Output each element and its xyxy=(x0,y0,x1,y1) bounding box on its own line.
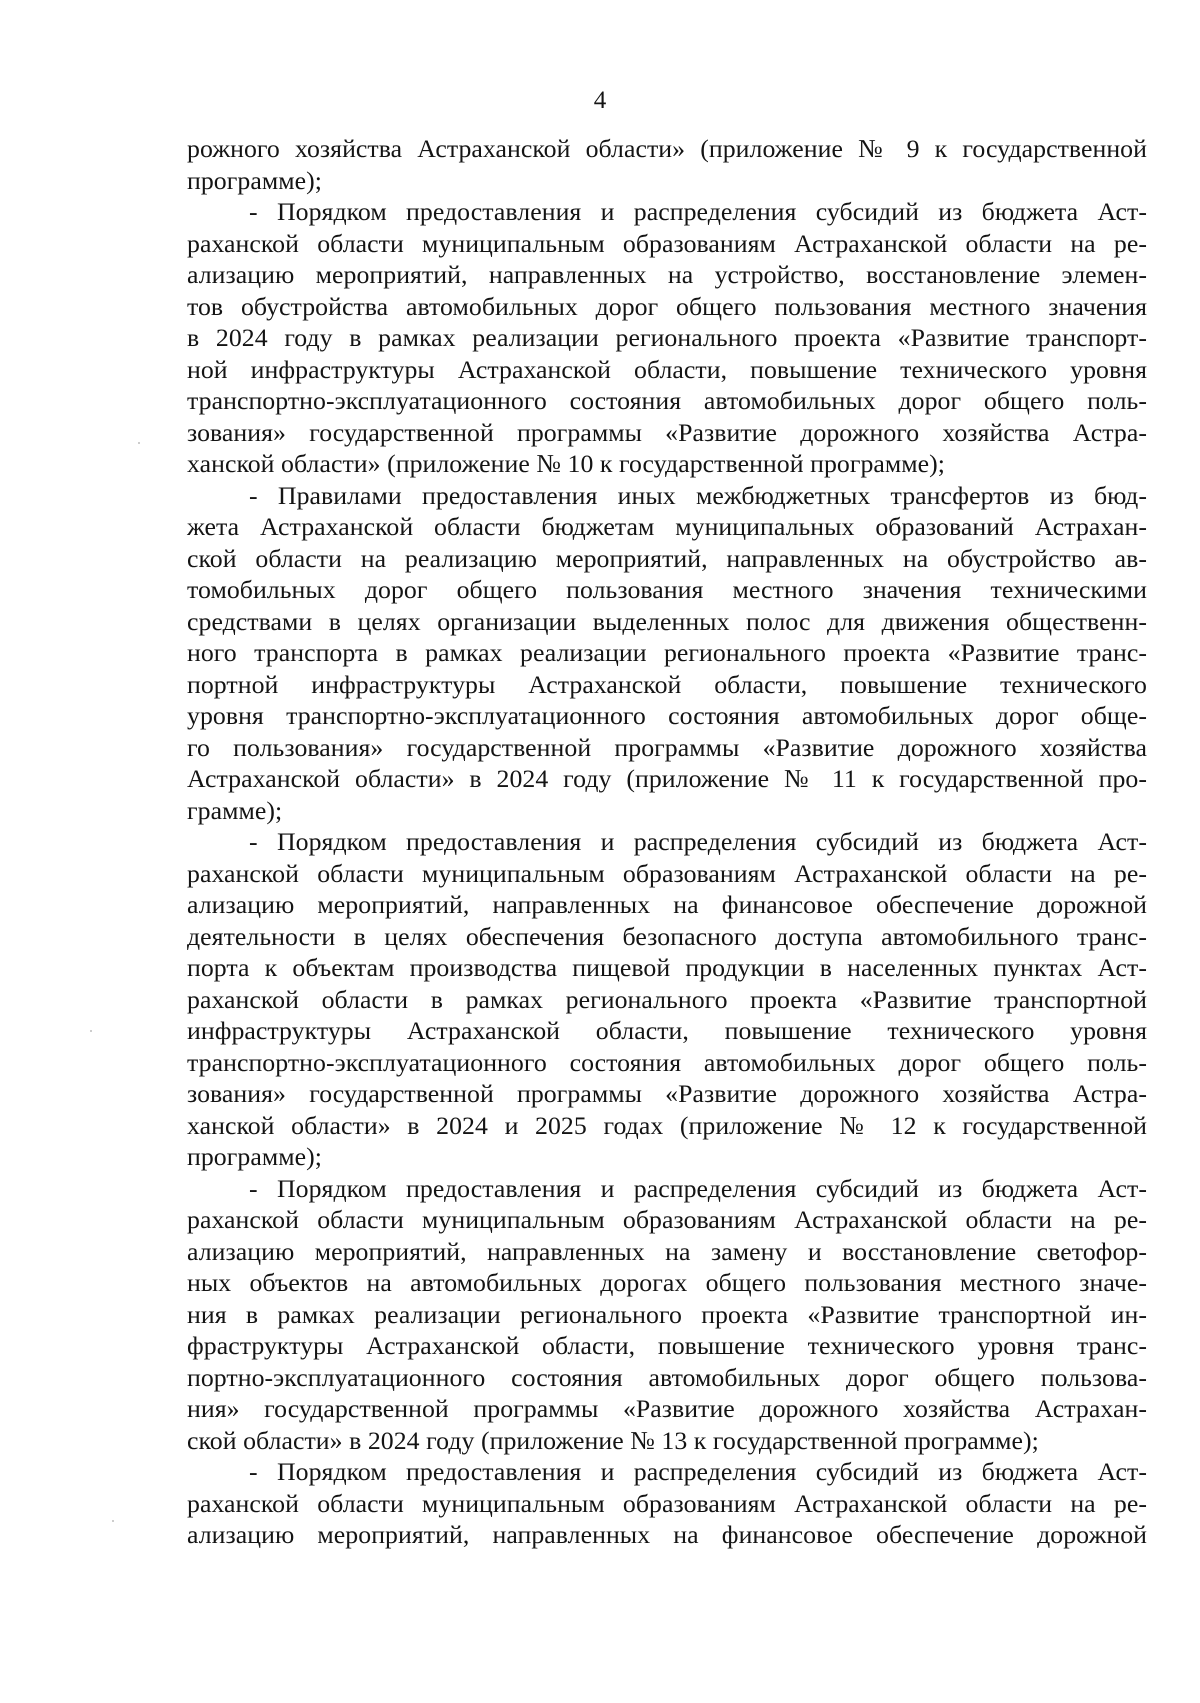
paragraph-item xyxy=(187,196,1147,480)
text-line: в 2024 году в рамках реализации регионального проекта «Развитие транспорт- xyxy=(187,323,1147,352)
text-line: ализацию мероприятий, направленных на устройство, восстановление элемен- xyxy=(187,260,1147,289)
text-line: транспортно-эксплуатационного состояния автомобильных дорог общего поль- xyxy=(187,386,1147,415)
text-line: ния в рамках реализации регионального проекта «Развитие транспортной ин- xyxy=(187,1299,1147,1329)
text-line: раханской области муниципальным образованиям Астраханской области на ре- xyxy=(187,1205,1147,1234)
text-line: - Правилами предоставления иных межбюджетных трансфертов из бюд- xyxy=(249,480,1147,510)
text-line: ализацию мероприятий, направленных на финансовое обеспечение дорожной xyxy=(187,890,1147,919)
text-line: ской области» в 2024 году (приложение № 13 к государственной программе); xyxy=(187,1425,1039,1455)
text-line: ханской области» в 2024 и 2025 годах (приложение № 12 к государственной xyxy=(187,1110,1147,1140)
paragraph-item xyxy=(187,1456,1147,1551)
text-line: - Порядком предоставления и распределения субсидий из бюджета Аст- xyxy=(249,1457,1147,1486)
scan-speck xyxy=(90,1030,92,1032)
text-line: - Порядком предоставления и распределения субсидий из бюджета Аст- xyxy=(249,1173,1147,1203)
text-line: ализацию мероприятий, направленных на финансовое обеспечение дорожной xyxy=(187,1520,1147,1549)
text-line: раханской области муниципальным образованиям Астраханской области на ре- xyxy=(187,228,1147,258)
scan-speck xyxy=(112,1520,114,1522)
text-line: средствами в целях организации выделенных полос для движения общественн- xyxy=(187,606,1147,636)
text-line: го пользования» государственной программы «Развитие дорожного хозяйства xyxy=(187,732,1147,762)
text-line: рожного хозяйства Астраханской области» (приложение № 9 к государственной xyxy=(187,134,1147,163)
text-line: раханской области муниципальным образованиям Астраханской области на ре- xyxy=(187,858,1147,888)
text-line: ской области на реализацию мероприятий, направленных на обустройство ав- xyxy=(187,543,1147,573)
text-line: томобильных дорог общего пользования местного значения техническими xyxy=(187,575,1147,604)
paragraph-item xyxy=(187,1173,1147,1457)
paragraph-continuation xyxy=(187,133,1147,196)
text-line: фраструктуры Астраханской области, повышение технического уровня транс- xyxy=(187,1331,1147,1360)
text-line: ной инфраструктуры Астраханской области, повышение технического уровня xyxy=(187,354,1147,384)
text-line: порта к объектам производства пищевой продукции в населенных пунктах Аст- xyxy=(187,953,1147,982)
text-line: деятельности в целях обеспечения безопасного доступа автомобильного транс- xyxy=(187,921,1147,951)
text-line: грамме); xyxy=(187,795,283,825)
text-line: портной инфраструктуры Астраханской области, повышение технического xyxy=(187,669,1147,699)
text-line: ных объектов на автомобильных дорогах общего пользования местного значе- xyxy=(187,1268,1147,1297)
text-line: раханской области муниципальным образованиям Астраханской области на ре- xyxy=(187,1488,1147,1518)
text-line: программе); xyxy=(187,165,322,195)
paragraph-item xyxy=(187,826,1147,1173)
page-number: 4 xyxy=(593,87,607,114)
text-line: инфраструктуры Астраханской области, повышение технического уровня xyxy=(187,1016,1147,1045)
text-line: транспортно-эксплуатационного состояния автомобильных дорог общего поль- xyxy=(187,1047,1147,1077)
text-line: тов обустройства автомобильных дорог общего пользования местного значения xyxy=(187,291,1147,321)
text-line: ния» государственной программы «Развитие дорожного хозяйства Астрахан- xyxy=(187,1394,1147,1423)
text-line: зования» государственной программы «Развитие дорожного хозяйства Астра- xyxy=(187,1079,1147,1108)
text-line: жета Астраханской области бюджетам муниципальных образований Астрахан- xyxy=(187,512,1147,541)
scan-speck xyxy=(138,442,140,444)
text-line: уровня транспортно-эксплуатационного состояния автомобильных дорог обще- xyxy=(187,701,1147,730)
text-line: портно-эксплуатационного состояния автомобильных дорог общего пользова- xyxy=(187,1362,1147,1392)
paragraph-item xyxy=(187,480,1147,827)
text-line: раханской области в рамках регионального проекта «Развитие транспортной xyxy=(187,984,1147,1014)
text-line: ного транспорта в рамках реализации регионального проекта «Развитие транс- xyxy=(187,638,1147,667)
text-line: программе); xyxy=(187,1142,322,1171)
text-line: ализацию мероприятий, направленных на замену и восстановление светофор- xyxy=(187,1236,1147,1266)
text-line: - Порядком предоставления и распределения субсидий из бюджета Аст- xyxy=(249,827,1147,856)
text-line: Астраханской области» в 2024 году (приложение № 11 к государственной про- xyxy=(187,764,1147,793)
text-line: ханской области» (приложение № 10 к государственной программе); xyxy=(187,449,946,478)
document-body xyxy=(187,133,1147,1551)
text-line: - Порядком предоставления и распределения субсидий из бюджета Аст- xyxy=(249,197,1147,226)
text-line: зования» государственной программы «Развитие дорожного хозяйства Астра- xyxy=(187,417,1147,447)
